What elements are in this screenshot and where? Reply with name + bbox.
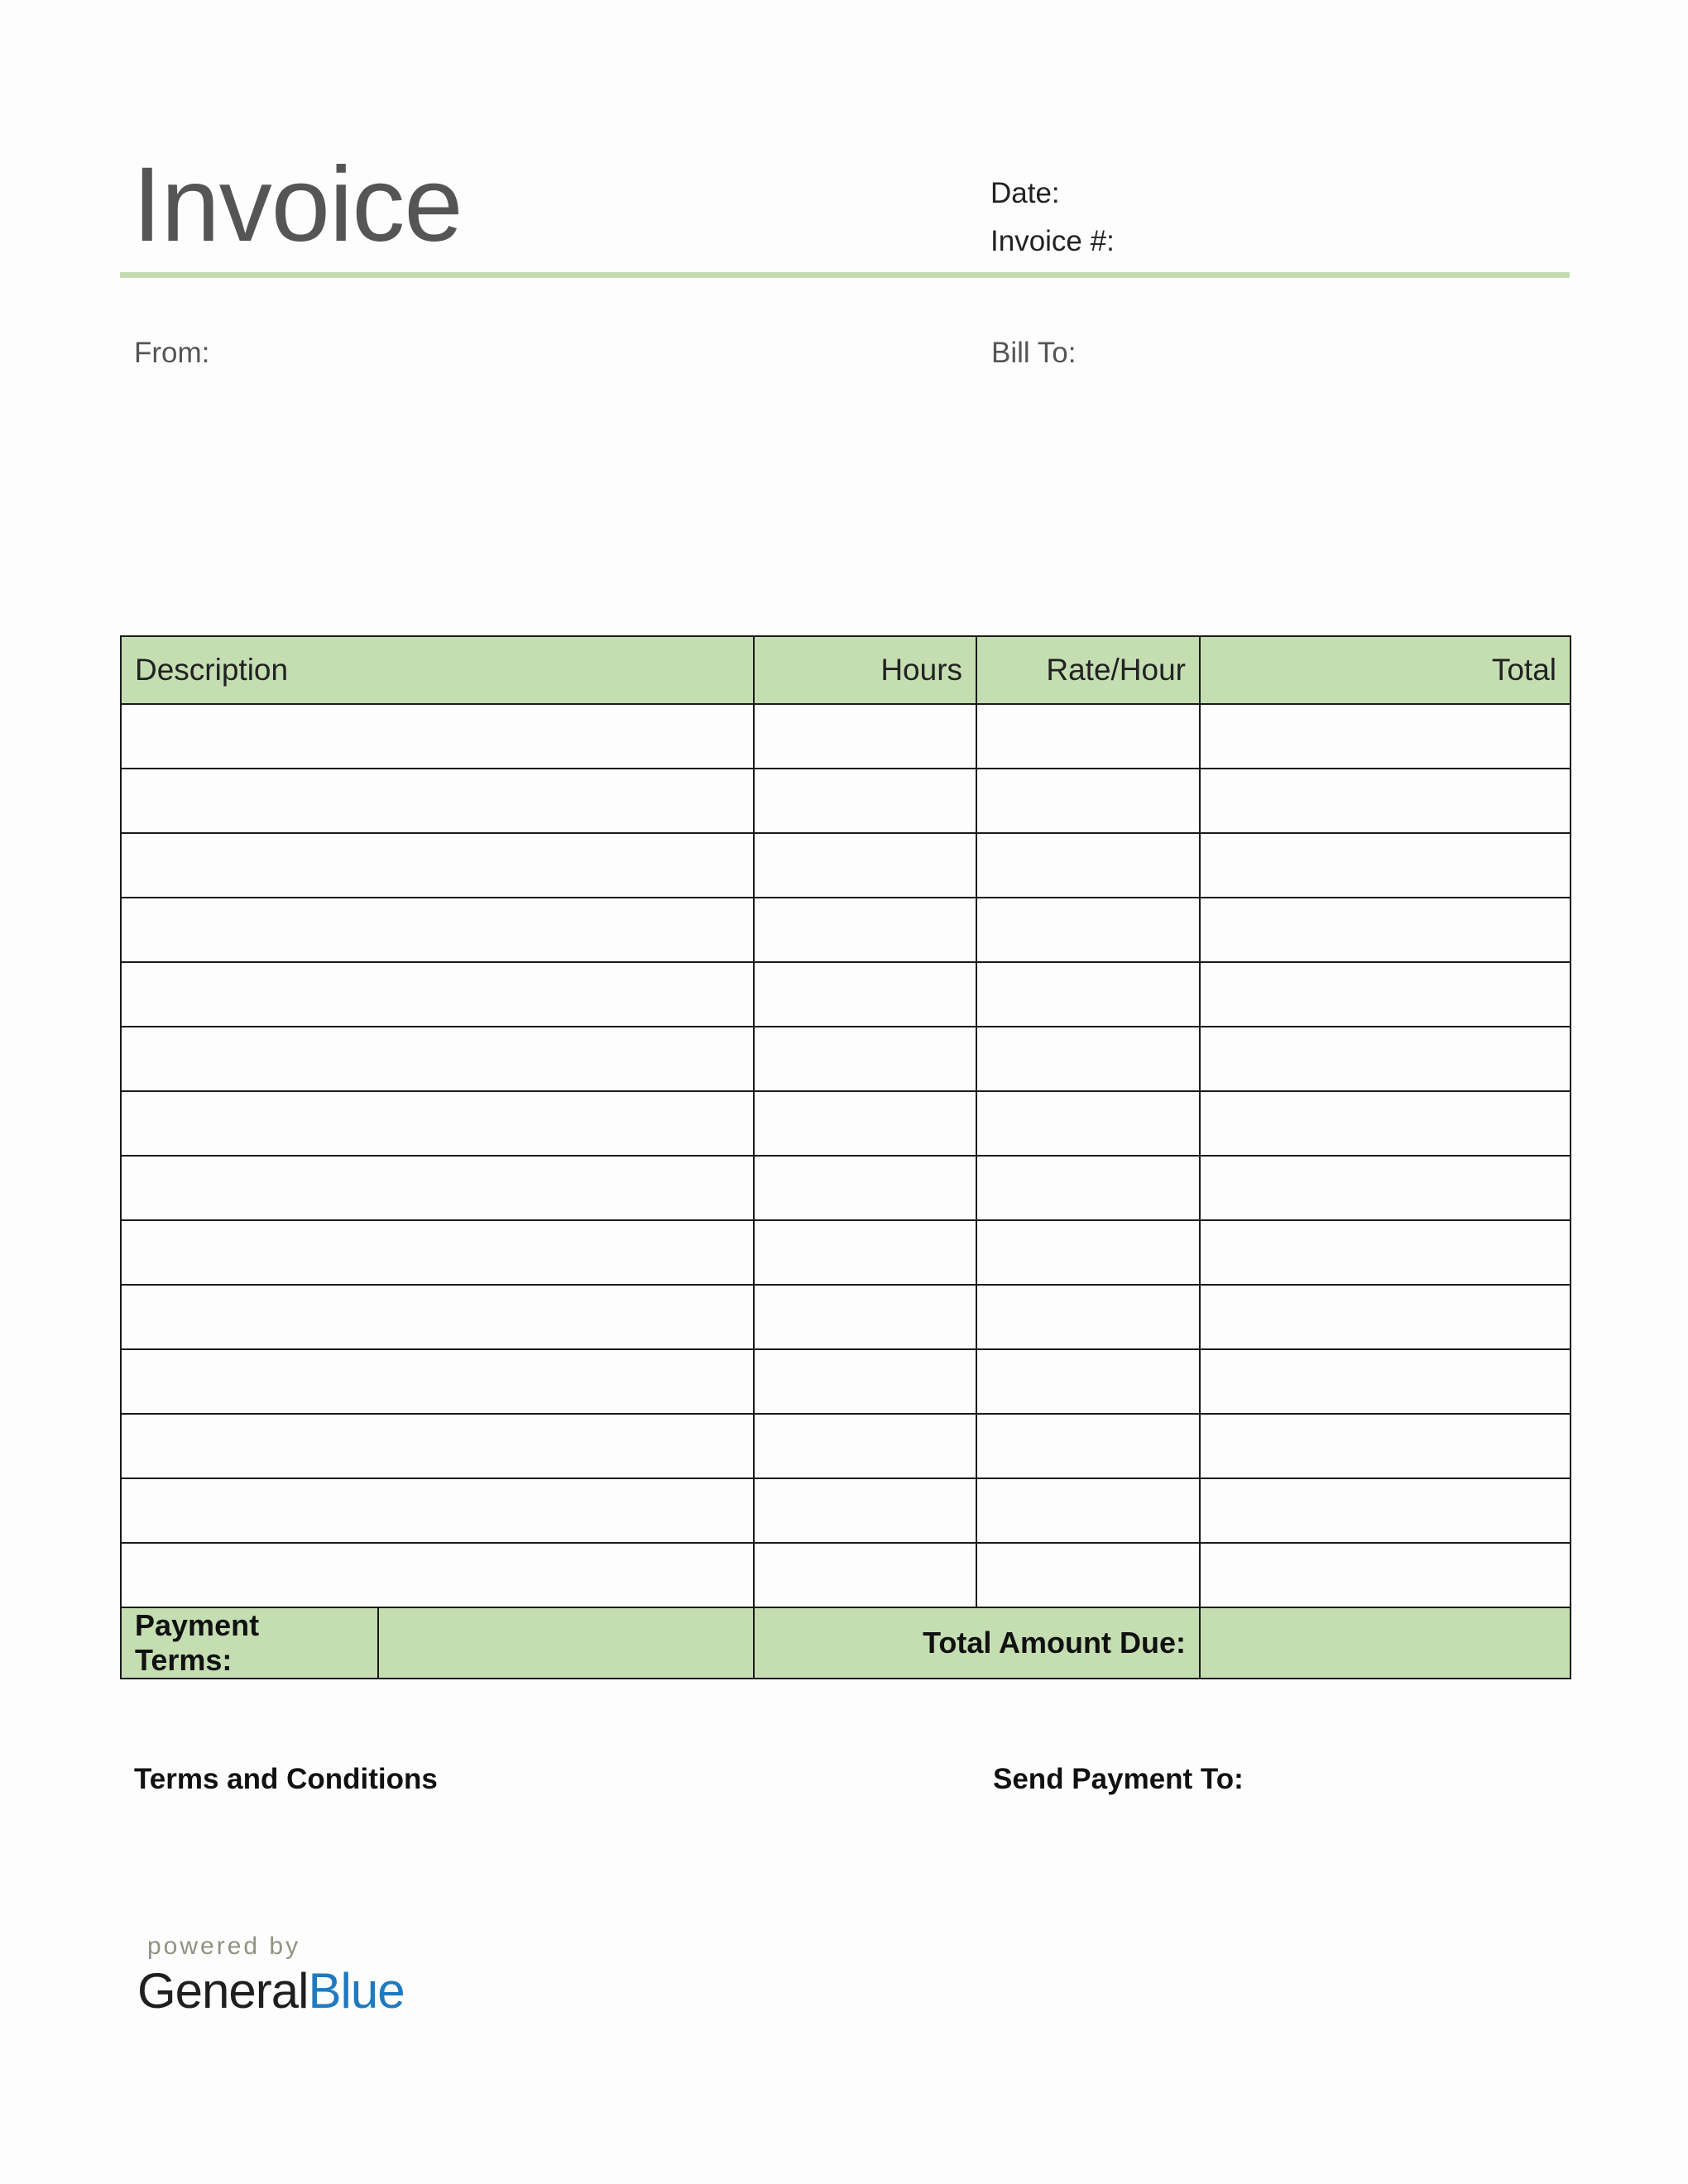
table-row — [121, 769, 1571, 833]
rate-cell[interactable] — [976, 704, 1200, 769]
table-row — [121, 1027, 1571, 1091]
table-row — [121, 898, 1571, 962]
total-cell[interactable] — [1200, 769, 1571, 833]
description-cell[interactable] — [121, 833, 754, 898]
table-row — [121, 1414, 1571, 1478]
column-header-hours: Hours — [754, 636, 976, 704]
column-header-description: Description — [121, 636, 754, 704]
table-header-row — [121, 636, 1571, 704]
description-cell[interactable] — [121, 1156, 754, 1220]
total-cell[interactable] — [1200, 1091, 1571, 1156]
payment-terms-label: Payment Terms: — [121, 1607, 378, 1679]
table-row — [121, 962, 1571, 1027]
rate-cell[interactable] — [976, 769, 1200, 833]
total-cell[interactable] — [1200, 1156, 1571, 1220]
table-row — [121, 1349, 1571, 1414]
table-row — [121, 1478, 1571, 1543]
table-row — [121, 1285, 1571, 1349]
total-cell[interactable] — [1200, 962, 1571, 1027]
rate-cell[interactable] — [976, 1091, 1200, 1156]
description-cell[interactable] — [121, 1091, 754, 1156]
table-row — [121, 1091, 1571, 1156]
logo-text-blue: Blue — [308, 1963, 405, 2019]
hours-cell[interactable] — [754, 1478, 976, 1543]
table-row — [121, 704, 1571, 769]
rate-cell[interactable] — [976, 1220, 1200, 1285]
total-cell[interactable] — [1200, 1285, 1571, 1349]
from-label: From: — [134, 337, 210, 369]
rate-cell[interactable] — [976, 833, 1200, 898]
rate-cell[interactable] — [976, 1156, 1200, 1220]
hours-cell[interactable] — [754, 833, 976, 898]
description-cell[interactable] — [121, 898, 754, 962]
date-label: Date: — [990, 177, 1060, 209]
description-cell[interactable] — [121, 1220, 754, 1285]
payment-terms-value[interactable] — [378, 1607, 754, 1679]
total-cell[interactable] — [1200, 898, 1571, 962]
hours-cell[interactable] — [754, 1091, 976, 1156]
rate-cell[interactable] — [976, 1478, 1200, 1543]
rate-cell[interactable] — [976, 1285, 1200, 1349]
description-cell[interactable] — [121, 1349, 754, 1414]
line-items-table — [120, 635, 1571, 1679]
description-cell[interactable] — [121, 1478, 754, 1543]
invoice-number-label: Invoice #: — [990, 225, 1115, 257]
hours-cell[interactable] — [754, 1349, 976, 1414]
hours-cell[interactable] — [754, 962, 976, 1027]
terms-and-conditions-label: Terms and Conditions — [134, 1763, 438, 1795]
total-cell[interactable] — [1200, 1220, 1571, 1285]
line-items-body — [121, 704, 1571, 1607]
total-amount-due-label: Total Amount Due: — [754, 1607, 1200, 1679]
invoice-title: Invoice — [132, 146, 463, 264]
powered-by-text: powered by — [147, 1933, 301, 1960]
rate-cell[interactable] — [976, 1027, 1200, 1091]
table-row — [121, 1156, 1571, 1220]
description-cell[interactable] — [121, 1285, 754, 1349]
hours-cell[interactable] — [754, 769, 976, 833]
total-cell[interactable] — [1200, 1027, 1571, 1091]
description-cell[interactable] — [121, 704, 754, 769]
hours-cell[interactable] — [754, 1285, 976, 1349]
description-cell[interactable] — [121, 1414, 754, 1478]
column-header-rate: Rate/Hour — [976, 636, 1200, 704]
hours-cell[interactable] — [754, 1220, 976, 1285]
table-footer-row — [121, 1607, 1571, 1679]
total-cell[interactable] — [1200, 1414, 1571, 1478]
rate-cell[interactable] — [976, 1349, 1200, 1414]
table-row — [121, 833, 1571, 898]
description-cell[interactable] — [121, 769, 754, 833]
send-payment-to-label: Send Payment To: — [993, 1763, 1244, 1795]
rate-cell[interactable] — [976, 898, 1200, 962]
bill-to-label: Bill To: — [991, 337, 1077, 369]
hours-cell[interactable] — [754, 704, 976, 769]
header-divider — [120, 272, 1570, 278]
hours-cell[interactable] — [754, 1543, 976, 1607]
rate-cell[interactable] — [976, 962, 1200, 1027]
description-cell[interactable] — [121, 962, 754, 1027]
table-row — [121, 1220, 1571, 1285]
hours-cell[interactable] — [754, 1027, 976, 1091]
column-header-total: Total — [1200, 636, 1571, 704]
description-cell[interactable] — [121, 1543, 754, 1607]
hours-cell[interactable] — [754, 1156, 976, 1220]
rate-cell[interactable] — [976, 1543, 1200, 1607]
total-cell[interactable] — [1200, 1478, 1571, 1543]
logo-text-general: General — [137, 1963, 309, 2019]
total-cell[interactable] — [1200, 704, 1571, 769]
hours-cell[interactable] — [754, 898, 976, 962]
total-cell[interactable] — [1200, 1349, 1571, 1414]
description-cell[interactable] — [121, 1027, 754, 1091]
rate-cell[interactable] — [976, 1414, 1200, 1478]
hours-cell[interactable] — [754, 1414, 976, 1478]
generalblue-logo — [137, 1962, 405, 2020]
total-cell[interactable] — [1200, 1543, 1571, 1607]
total-cell[interactable] — [1200, 833, 1571, 898]
total-amount-due-value[interactable] — [1200, 1607, 1571, 1679]
table-row — [121, 1543, 1571, 1607]
